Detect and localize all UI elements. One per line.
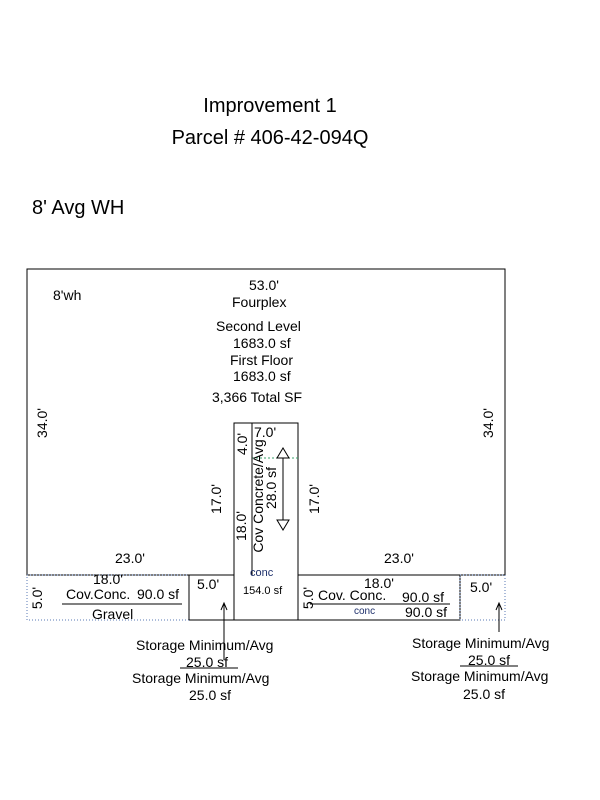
storage-left-label-1: Storage Minimum/Avg (136, 637, 274, 653)
level1-name: First Floor (230, 352, 293, 368)
right-patio-depth-dim: 5.0' (300, 586, 316, 610)
main-use: Fourplex (232, 294, 287, 310)
main-building-outline (27, 269, 505, 575)
left-patio-area: 90.0 sf (137, 586, 180, 602)
parcel-number: Parcel # 406-42-094Q (171, 127, 369, 149)
right-conc-label: conc (354, 606, 376, 617)
left-gravel-label: Gravel (92, 606, 134, 622)
storage-right-area-2: 25.0 sf (463, 686, 506, 702)
storage-left-area-1: 25.0 sf (186, 654, 229, 670)
level2-name: Second Level (216, 318, 301, 334)
main-right-bottom-dim: 23.0' (384, 550, 414, 566)
right-patio-width-dim: 18.0' (364, 575, 394, 591)
main-left-bottom-dim: 23.0' (115, 550, 145, 566)
total-area: 3,366 Total SF (212, 389, 303, 405)
level1-area: 1683.0 sf (233, 368, 291, 384)
arrow-head-top (277, 448, 289, 458)
left-patio-label: Cov.Conc. (66, 586, 131, 602)
arrow-head-bottom (277, 520, 289, 530)
main-left-height-dim: 34.0' (34, 408, 50, 438)
main-right-height-dim: 34.0' (480, 408, 496, 438)
notch-depth-18-dim: 18.0' (233, 511, 249, 541)
right-storage-width-dim: 5.0' (470, 579, 493, 595)
cov-concrete-area: 28.0 sf (263, 466, 279, 510)
right-patio-label: Cov. Conc. (318, 587, 387, 603)
main-width-dim: 53.0' (249, 277, 279, 293)
notch-top-dim: 7.0' (254, 424, 277, 440)
right-patio-area: 90.0 sf (402, 589, 445, 605)
right-conc-area: 90.0 sf (405, 604, 448, 620)
left-patio-depth-dim: 5.0' (29, 586, 45, 610)
cov-concrete-label: Cov Concrete/Avg (250, 439, 266, 553)
notch-left-depth-dim: 17.0' (208, 484, 224, 514)
page-title: Improvement 1 (203, 95, 337, 117)
storage-left-label-2: Storage Minimum/Avg (132, 670, 270, 686)
left-storage-width-dim: 5.0' (197, 576, 220, 592)
notch-conc-label: conc (250, 567, 274, 579)
main-note: 8'wh (53, 287, 82, 303)
storage-right-label-1: Storage Minimum/Avg (412, 635, 550, 651)
level2-area: 1683.0 sf (233, 335, 291, 351)
notch-inner-dim: 4.0' (234, 432, 250, 456)
notch-right-depth-dim: 17.0' (306, 484, 322, 514)
left-patio-width-dim: 18.0' (93, 571, 123, 587)
storage-left-area-2: 25.0 sf (189, 687, 232, 703)
storage-right-area-1: 25.0 sf (468, 652, 511, 668)
wall-height-label: 8' Avg WH (32, 197, 125, 219)
storage-right-label-2: Storage Minimum/Avg (411, 668, 549, 684)
notch-conc-area: 154.0 sf (243, 585, 283, 597)
